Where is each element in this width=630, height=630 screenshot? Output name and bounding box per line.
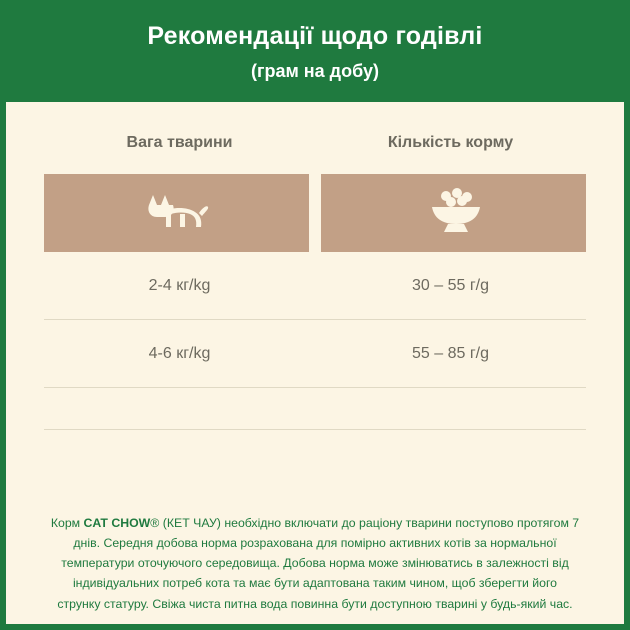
column-header-amount: Кількість корму <box>387 133 514 151</box>
note-body: (КЕТ ЧАУ) необхідно включати до раціону тварини поступово протягом 7 днів. Середня добова норма розрахована для помірно активних котів за нормальної температури оточуючого середовища. Добова норма може змінюватись в залежності від індивідуальних потреб кота та має бути адаптована таким чином, щоб зберегти його струнку статуру. Свіжа чиста питна вода повинна бути доступною тварині у будь-який час. <box>57 515 580 611</box>
column-header-weight: Вага тварини <box>126 133 233 151</box>
table-row <box>44 252 586 320</box>
cell-amount: 30 – 55 г/g <box>411 276 489 294</box>
registered-mark: ® <box>150 515 160 530</box>
cell-weight: 2-4 кг/kg <box>148 276 211 294</box>
feeding-note <box>6 495 624 624</box>
note-prefix: Корм <box>50 515 84 530</box>
table-row <box>44 320 586 388</box>
table-icon-row <box>44 174 586 252</box>
cell-amount: 55 – 85 г/g <box>411 344 489 362</box>
cat-icon-cell <box>44 174 309 252</box>
table-header-row <box>44 134 586 152</box>
table-bottom-spacer <box>44 388 586 430</box>
food-bowl-icon <box>424 186 484 239</box>
feeding-table <box>6 102 624 495</box>
cell-weight: 4-6 кг/kg <box>148 344 211 362</box>
food-bowl-icon-cell <box>321 174 586 252</box>
brand-name: CAT CHOW <box>83 515 151 530</box>
page-header <box>6 6 624 102</box>
cat-icon <box>145 189 209 236</box>
page-title: Рекомендації щодо годівлі <box>147 22 483 50</box>
page-subtitle: (грам на добу) <box>250 60 379 81</box>
